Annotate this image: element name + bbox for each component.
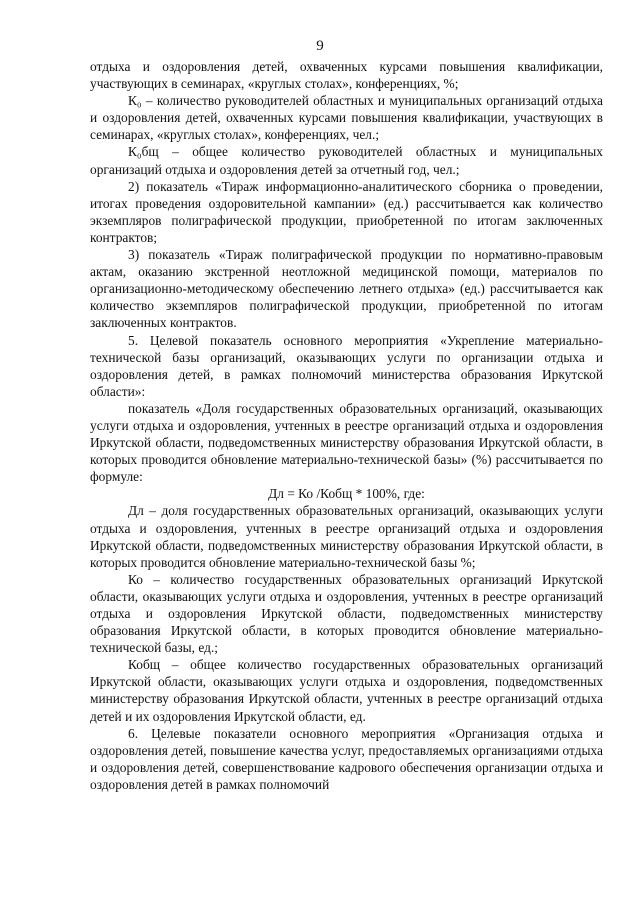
paragraph-kobsch-definition: К₀бщ – общее количество руководителей областных и муниципальных организаций отдыха и оздоровления детей за отчетный год, чел.; <box>90 144 603 177</box>
page-number: 9 <box>316 38 324 54</box>
formula: Дл = Ко /Кобщ * 100%, где: <box>268 486 425 502</box>
paragraph-section-5: 5. Целевой показатель основного мероприятия «Укрепление материально-технической базы организаций, оказывающих услуги по организации отдыха и оздоровления детей, в рамках полномочий министерства образования Иркутской области»: <box>90 332 603 399</box>
paragraph-section-6: 6. Целевые показатели основного мероприятия «Организация отдыха и оздоровления детей, повышение качества услуг, предоставляемых организациями отдыха и оздоровления детей, совершенствование кадрового обеспечения организации отдыха и оздоровления детей в рамках полномочий <box>90 725 603 792</box>
paragraph-indicator-share: показатель «Доля государственных образовательных организаций, оказывающих услуги отдыха и оздоровления, учтенных в реестре организаций отдыха и оздоровления Иркутской области, подведомственных министерству образования Иркутской области, в которых проводится обновление материально-технической базы» (%) рассчитывается по формуле: <box>90 400 603 485</box>
paragraph-kobsch-definition-2: Кобщ – общее количество государственных образовательных организаций Иркутской области, оказывающих услуги отдыха и оздоровления, подведомственных министерству образования Иркутской области, учтенных в реестре организаций отдыха детей и их оздоровления Иркутской области, ед. <box>90 657 603 724</box>
paragraph-indicator-3: 3) показатель «Тираж полиграфической продукции по нормативно-правовым актам, оказанию экстренной неотложной медицинской помощи, материалов по организационно-методическому обеспечению летнего отдыха» (ед.) рассчитывается как количество экземпляров полиграфической продукции, приобретенной по итогам заключенных контрактов. <box>90 247 603 331</box>
paragraph-ko-definition-2: Ко – количество государственных образовательных организаций Иркутской области, оказывающих услуги отдыха и оздоровления, учтенных в реестре организаций отдыха и оздоровления Иркутской области, подведомственных министерству образования Иркутской области, в которых проводится обновление материально-технической базы, ед.; <box>90 571 603 656</box>
paragraph-ko-definition: К₀ – количество руководителей областных и муниципальных организаций отдыха и оздоровления детей, охваченных курсами повышения квалификации, участвующих в семинарах, «круглых столах», конференциях, чел.; <box>90 93 603 143</box>
paragraph-continuation: отдыха и оздоровления детей, охваченных курсами повышения квалификации, участвующих в семинарах, «круглых столах», конференциях, %; <box>90 59 603 92</box>
document-body <box>90 58 603 793</box>
paragraph-indicator-2: 2) показатель «Тираж информационно-аналитического сборника о проведении, итогах проведения оздоровительной кампании» (ед.) рассчитывается как количество экземпляров полиграфической продукции, приобретенной по итогам заключенных контрактов; <box>90 178 603 245</box>
paragraph-dl-definition: Дл – доля государственных образовательных организаций, оказывающих услуги отдыха и оздоровления, учтенных в реестре организаций отдыха и оздоровления Иркутской области, подведомственных министерству образования Иркутской области, в которых проводится обновление материально-технической базы %; <box>90 503 603 570</box>
